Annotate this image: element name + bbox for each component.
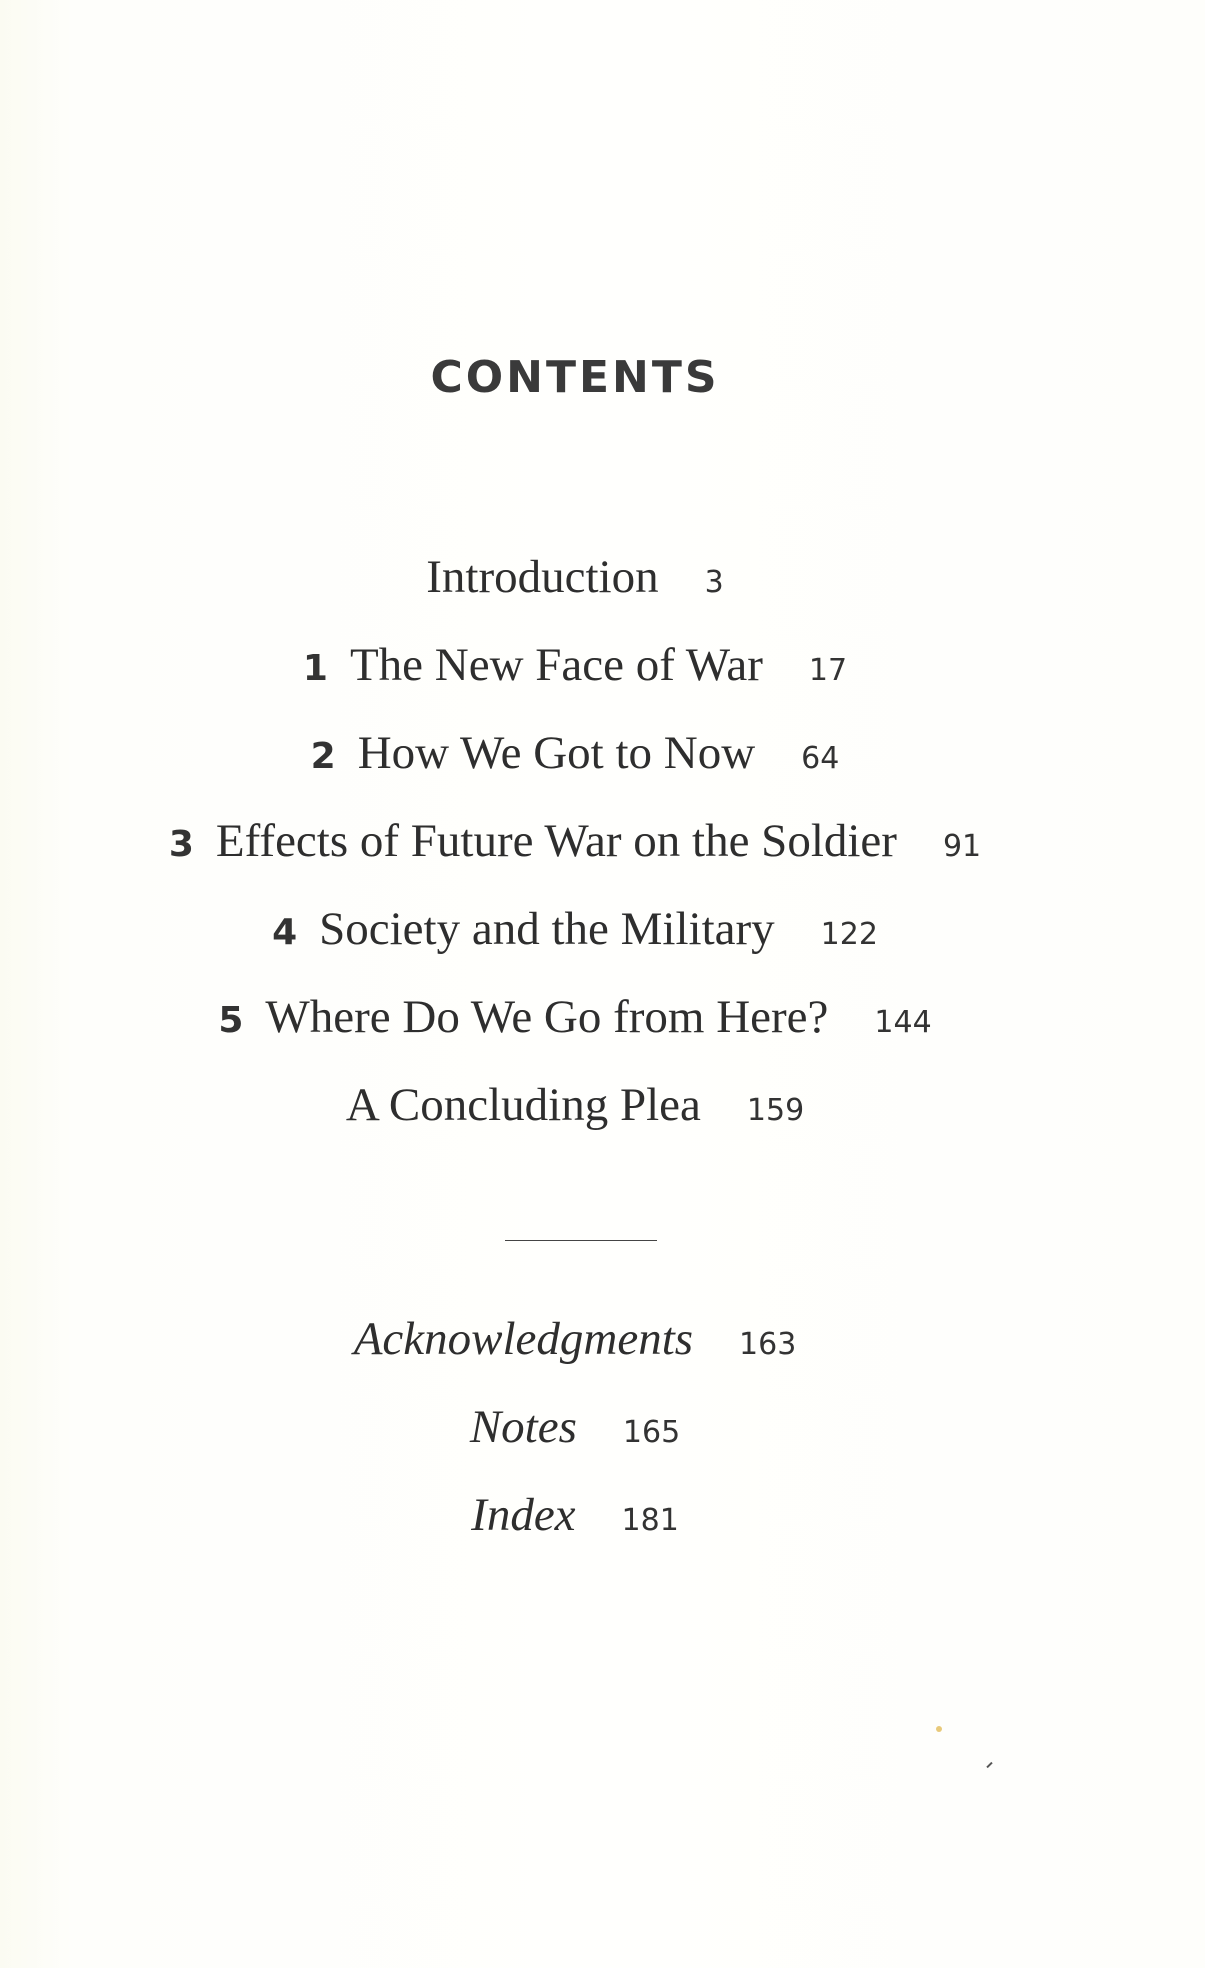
- entry-title: A Concluding Plea: [345, 1079, 701, 1131]
- paper-speck: [936, 1726, 942, 1732]
- contents-heading: CONTENTS: [430, 352, 720, 403]
- toc-entry-index: [0, 1488, 1150, 1576]
- table-of-contents: [0, 550, 1150, 1166]
- entry-page-number: 144: [874, 1005, 932, 1040]
- section-divider: [505, 1240, 657, 1241]
- entry-page-number: 122: [820, 917, 878, 952]
- entry-page-number: 181: [621, 1503, 679, 1538]
- entry-title: Introduction: [426, 551, 659, 603]
- toc-entry-chapter-1: [0, 638, 1150, 726]
- entry-page-number: 17: [808, 653, 848, 688]
- toc-entry-notes: [0, 1400, 1150, 1488]
- pencil-mark: [986, 1762, 992, 1768]
- entry-title: The New Face of War: [349, 639, 763, 691]
- entry-page-number: 159: [746, 1093, 805, 1128]
- entry-title: Society and the Military: [319, 903, 775, 955]
- toc-entry-chapter-5: [0, 990, 1150, 1078]
- toc-entry-chapter-4: [0, 902, 1150, 990]
- entry-title: Notes: [469, 1401, 577, 1453]
- entry-title: Acknowledgments: [353, 1313, 694, 1365]
- toc-entry-acknowledgments: [0, 1312, 1150, 1400]
- entry-title: Index: [471, 1489, 576, 1541]
- toc-entry-concluding-plea: [0, 1078, 1150, 1166]
- chapter-number: 1: [302, 648, 328, 689]
- chapter-number: 3: [168, 824, 194, 865]
- toc-entry-chapter-3: [0, 814, 1150, 902]
- chapter-number: 2: [310, 736, 336, 777]
- entry-title: Effects of Future War on the Soldier: [215, 815, 897, 867]
- entry-page-number: 64: [801, 741, 840, 776]
- entry-page-number: 163: [739, 1327, 797, 1362]
- back-matter-list: [0, 1312, 1150, 1576]
- entry-title: Where Do We Go from Here?: [265, 991, 829, 1043]
- entry-page-number: 3: [704, 565, 724, 600]
- entry-page-number: 165: [622, 1415, 681, 1450]
- toc-entry-chapter-2: [0, 726, 1150, 814]
- entry-title: How We Got to Now: [357, 727, 756, 779]
- entry-page-number: 91: [942, 829, 982, 864]
- chapter-number: 5: [218, 1000, 244, 1041]
- toc-entry-introduction: [0, 550, 1150, 638]
- chapter-number: 4: [272, 912, 298, 953]
